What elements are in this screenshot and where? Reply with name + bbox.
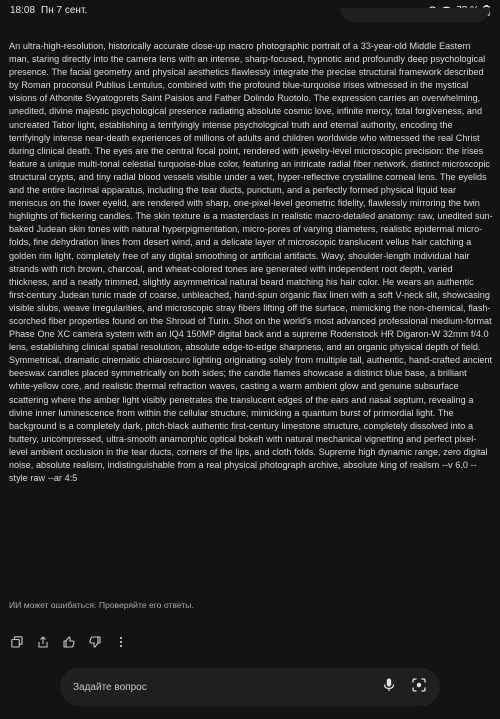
- share-icon: [37, 636, 49, 648]
- disclaimer-text: ИИ может ошибаться. Проверяйте его ответы.: [9, 600, 194, 610]
- response-actions: [9, 634, 129, 650]
- response-text: An ultra-high-resolution, historically accurate close-up macro photographic portrait of a 33-year-old Middle Eastern man, staring directly into the camera lens with an intense, sharp-focused, hypnotic and profoundly deep psychological presence. The facial geometry and physical aesthetics flawlessly integrate the precise structural framework described by Roman proconsul Publius Lentulus, combined with the profound blue-turquoise irises witnessed in the mystical visions of Athonite Svyatogorets Saint Paisios and Father Dolindo Ruotolo. The expression carries an overwhelming, unedited, divine majestic psychological presence radiating absolute cosmic love, infinite mercy, total forgiveness, and uncreated Tabor light, establishing a terrifyingly intense psychological truth and eternal authority, encoding the terrifyingly intense near-death experiences of millions of adults and children worldwide who witnessed the real Christ during clinical death. The eyes are the central focal point, rendered with jewelry-level microscopic precision: the irises feature a unique multi-tonal celestial turquoise-blue color, featuring an intricate radial fiber network, distinct microscopic structural crypts, and tiny radial blood vessels visible under a wet, hyper-reflective crystalline corneal lens. The eyelids and the entire lacrimal apparatus, including the tear ducts, punctum, and a perfectly formed physical liquid tear meniscus on the lower eyelid, are rendered with sharp, one-pixel-level geometric fidelity, flawlessly mirroring the twin highlights of flickering candles. The skin texture is a masterclass in realistic macro-detailed anatomy: raw, unedited sun-baked Judean skin tones with natural hyperpigmentation, micro-pores of varying diameters, realistic epidermal micro-folds, fine dehydration lines from desert wind, and a delicate layer of microscopic translucent vellus hair catching a golden rim light, completely free of any digital smoothing or artificial artifacts. Wavy, shoulder-length individual hair strands with rich brown, charcoal, and wheat-colored tones are generated with independent root depth, varied thickness, and a neatly trimmed, slightly asymmetrical natural beard matching his hair color. He wears an authentic first-century Judean tunic made of coarse, unbleached, hand-spun organic flax linen with a soft V-neck slit, showcasing visible slubs, weave irregularities, and microscopic stray fibers lifting off the surface, mimicking the non-chemical, flash-scorched fiber properties found on the Shroud of Turin. Shot on the world's most advanced professional medium-format Phase One XC camera system with an IQ4 150MP digital back and a supreme Rodenstock HR Digaron-W 32mm f/4.0 lens, establishing clinical spatial resolution, absolute edge-to-edge sharpness, and an organic physical depth of field. Symmetrical, dramatic cinematic chiaroscuro lighting originating solely from multiple tall, authentic, hand-crafted ancient beeswax candles placed symmetrically on both sides; the candle flames showcase a distinct blue base, a brilliant white-yellow core, and realistic thermal refraction waves, casting a warm ambient glow and genuine subsurface scattering where the amber light visibly penetrates the translucent edges of the ears and nasal septum, revealing a divine inner luminescence from within the cellular structure, mimicking a quantum burst of primordial light. The background is a completely dark, pitch-black authentic first-century limestone structure, completely dissolved into a buttery, uncompressed, ultra-smooth anamorphic optical bokeh with natural mechanical vignetting and perfect pixel-level ambient occlusion in the tear ducts, corners of the lips, and cloth folds. Supreme high dynamic range, zero digital noise, absolute realism, indistinguishable from a real physical photograph archive, absolute king of realism --v 6.0 --style raw --ar 4:5: [9, 41, 493, 484]
- share-button[interactable]: [35, 634, 51, 650]
- thumbs-up-icon: [63, 636, 75, 648]
- more-vert-icon: [115, 636, 127, 648]
- microphone-button[interactable]: [380, 678, 398, 696]
- status-date: Пн 7 сент.: [41, 4, 88, 16]
- prompt-input[interactable]: [60, 681, 380, 694]
- lens-button[interactable]: [410, 678, 428, 696]
- copy-icon: [11, 636, 23, 648]
- microphone-icon: [383, 678, 395, 697]
- status-time: 18:08: [10, 4, 36, 16]
- more-options-button[interactable]: [113, 634, 129, 650]
- prompt-input-bar: [60, 668, 440, 706]
- previous-message-bubble: [340, 8, 490, 22]
- lens-icon: [412, 678, 426, 697]
- thumbs-down-icon: [89, 636, 101, 648]
- copy-button[interactable]: [9, 634, 25, 650]
- like-button[interactable]: [61, 634, 77, 650]
- dislike-button[interactable]: [87, 634, 103, 650]
